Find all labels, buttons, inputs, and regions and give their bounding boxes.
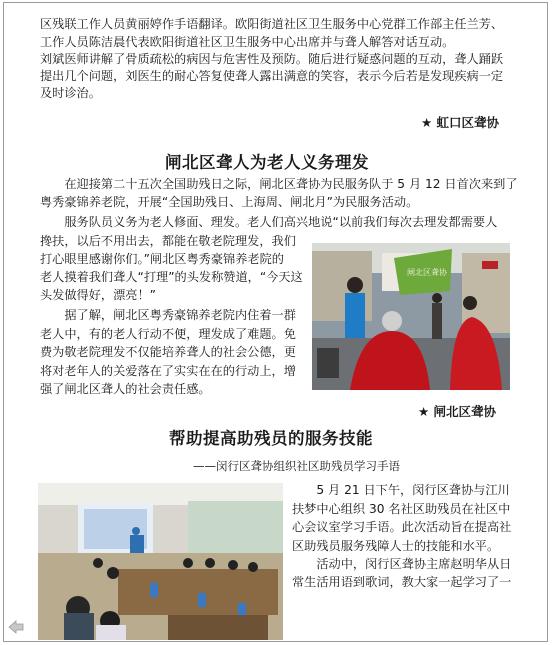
article3-line: 常生活用语到歌词，教大家一起学习了一	[292, 575, 512, 589]
article2-line: 强了闸北区聋人的社会责任感。	[40, 382, 211, 396]
article3-line: 区助残员服务残障人士的技能和水平。	[292, 539, 500, 553]
article2-line: 在迎接第二十五次全国助残日之际，闸北区聋协为民服务队于 5 月 12 日首次来到了	[40, 177, 518, 191]
article2-line: 头发做得好，漂亮！”	[40, 288, 157, 302]
article2-line: 服务队员义务为老人修面、理发。老人们高兴地说“以前我们每次去理发都需要人	[40, 215, 498, 229]
article2-line: 据了解，闸北区粤秀豪锦养老院内住着一群	[40, 308, 296, 322]
article1-line: 工作人员陈洁晨代表欧阳街道社区卫生服务中心出席并与聋人解答对话互动。	[40, 35, 455, 49]
article2-title: 闸北区聋人为老人义务理发	[165, 153, 369, 172]
article1-line: 及时诊治。	[40, 86, 101, 100]
article3-subtitle: ——闵行区聋协组织社区助残员学习手语	[193, 459, 400, 473]
meeting-photo-illustration	[38, 483, 283, 640]
article2-line: 老人中，有的老人行动不便，理发成了难题。免	[40, 327, 296, 341]
article1-line: 刘斌医师讲解了骨质疏松的病因与危害性及预防。随后进行疑惑问题的互动，聋人踊跃	[40, 52, 504, 66]
haircut-photo-illustration	[312, 243, 510, 390]
article3-title: 帮助提高助残员的服务技能	[169, 429, 373, 448]
article2-line: 粤秀豪锦养老院，开展“全国助残日、上海周、闸北月”为民服务活动。	[40, 195, 419, 209]
article3-line: 心会议室学习手语。此次活动旨在提高社	[292, 520, 512, 534]
article3-line: 5 月 21 日下午，闵行区聋协与江川	[292, 483, 510, 497]
back-arrow-icon[interactable]	[8, 620, 24, 634]
article2-line: 打心眼里感谢你们。”闸北区粤秀豪锦养老院的	[40, 252, 284, 266]
article1-line: 区残联工作人员黄丽婷作手语翻译。欧阳街道社区卫生服务中心党群工作部主任兰芳、	[40, 17, 504, 31]
article3-line: 活动中，闵行区聋协主席赵明华从日	[292, 557, 512, 571]
meeting-photo	[38, 483, 283, 640]
banner-text: 闸北区聋协	[407, 268, 447, 277]
article1-line: 提出几个问题，刘医生的耐心答复使聋人露出满意的笑容，表示今后若是发现疾病一定	[40, 69, 504, 83]
article2-line: 将对老年人的关爱落在了实实在在的行动上，增	[40, 364, 296, 378]
back-arrow-icon-graphic	[8, 620, 24, 634]
article3-line: 扶梦中心组织 30 名社区助残员在社区中	[292, 502, 511, 516]
article1-signature: ★ 虹口区聋协	[421, 115, 500, 130]
article2-line: 搀扶，以后不用出去，都能在敬老院理发，我们	[40, 234, 296, 248]
article2-signature: ★ 闸北区聋协	[418, 404, 497, 419]
article2-line: 费为敬老院理发不仅能培养聋人的社会公德，更	[40, 345, 296, 359]
haircut-photo	[312, 243, 510, 390]
article2-line: 老人摸着我们聋人“打理”的头发称赞道，“今天这	[40, 270, 303, 284]
